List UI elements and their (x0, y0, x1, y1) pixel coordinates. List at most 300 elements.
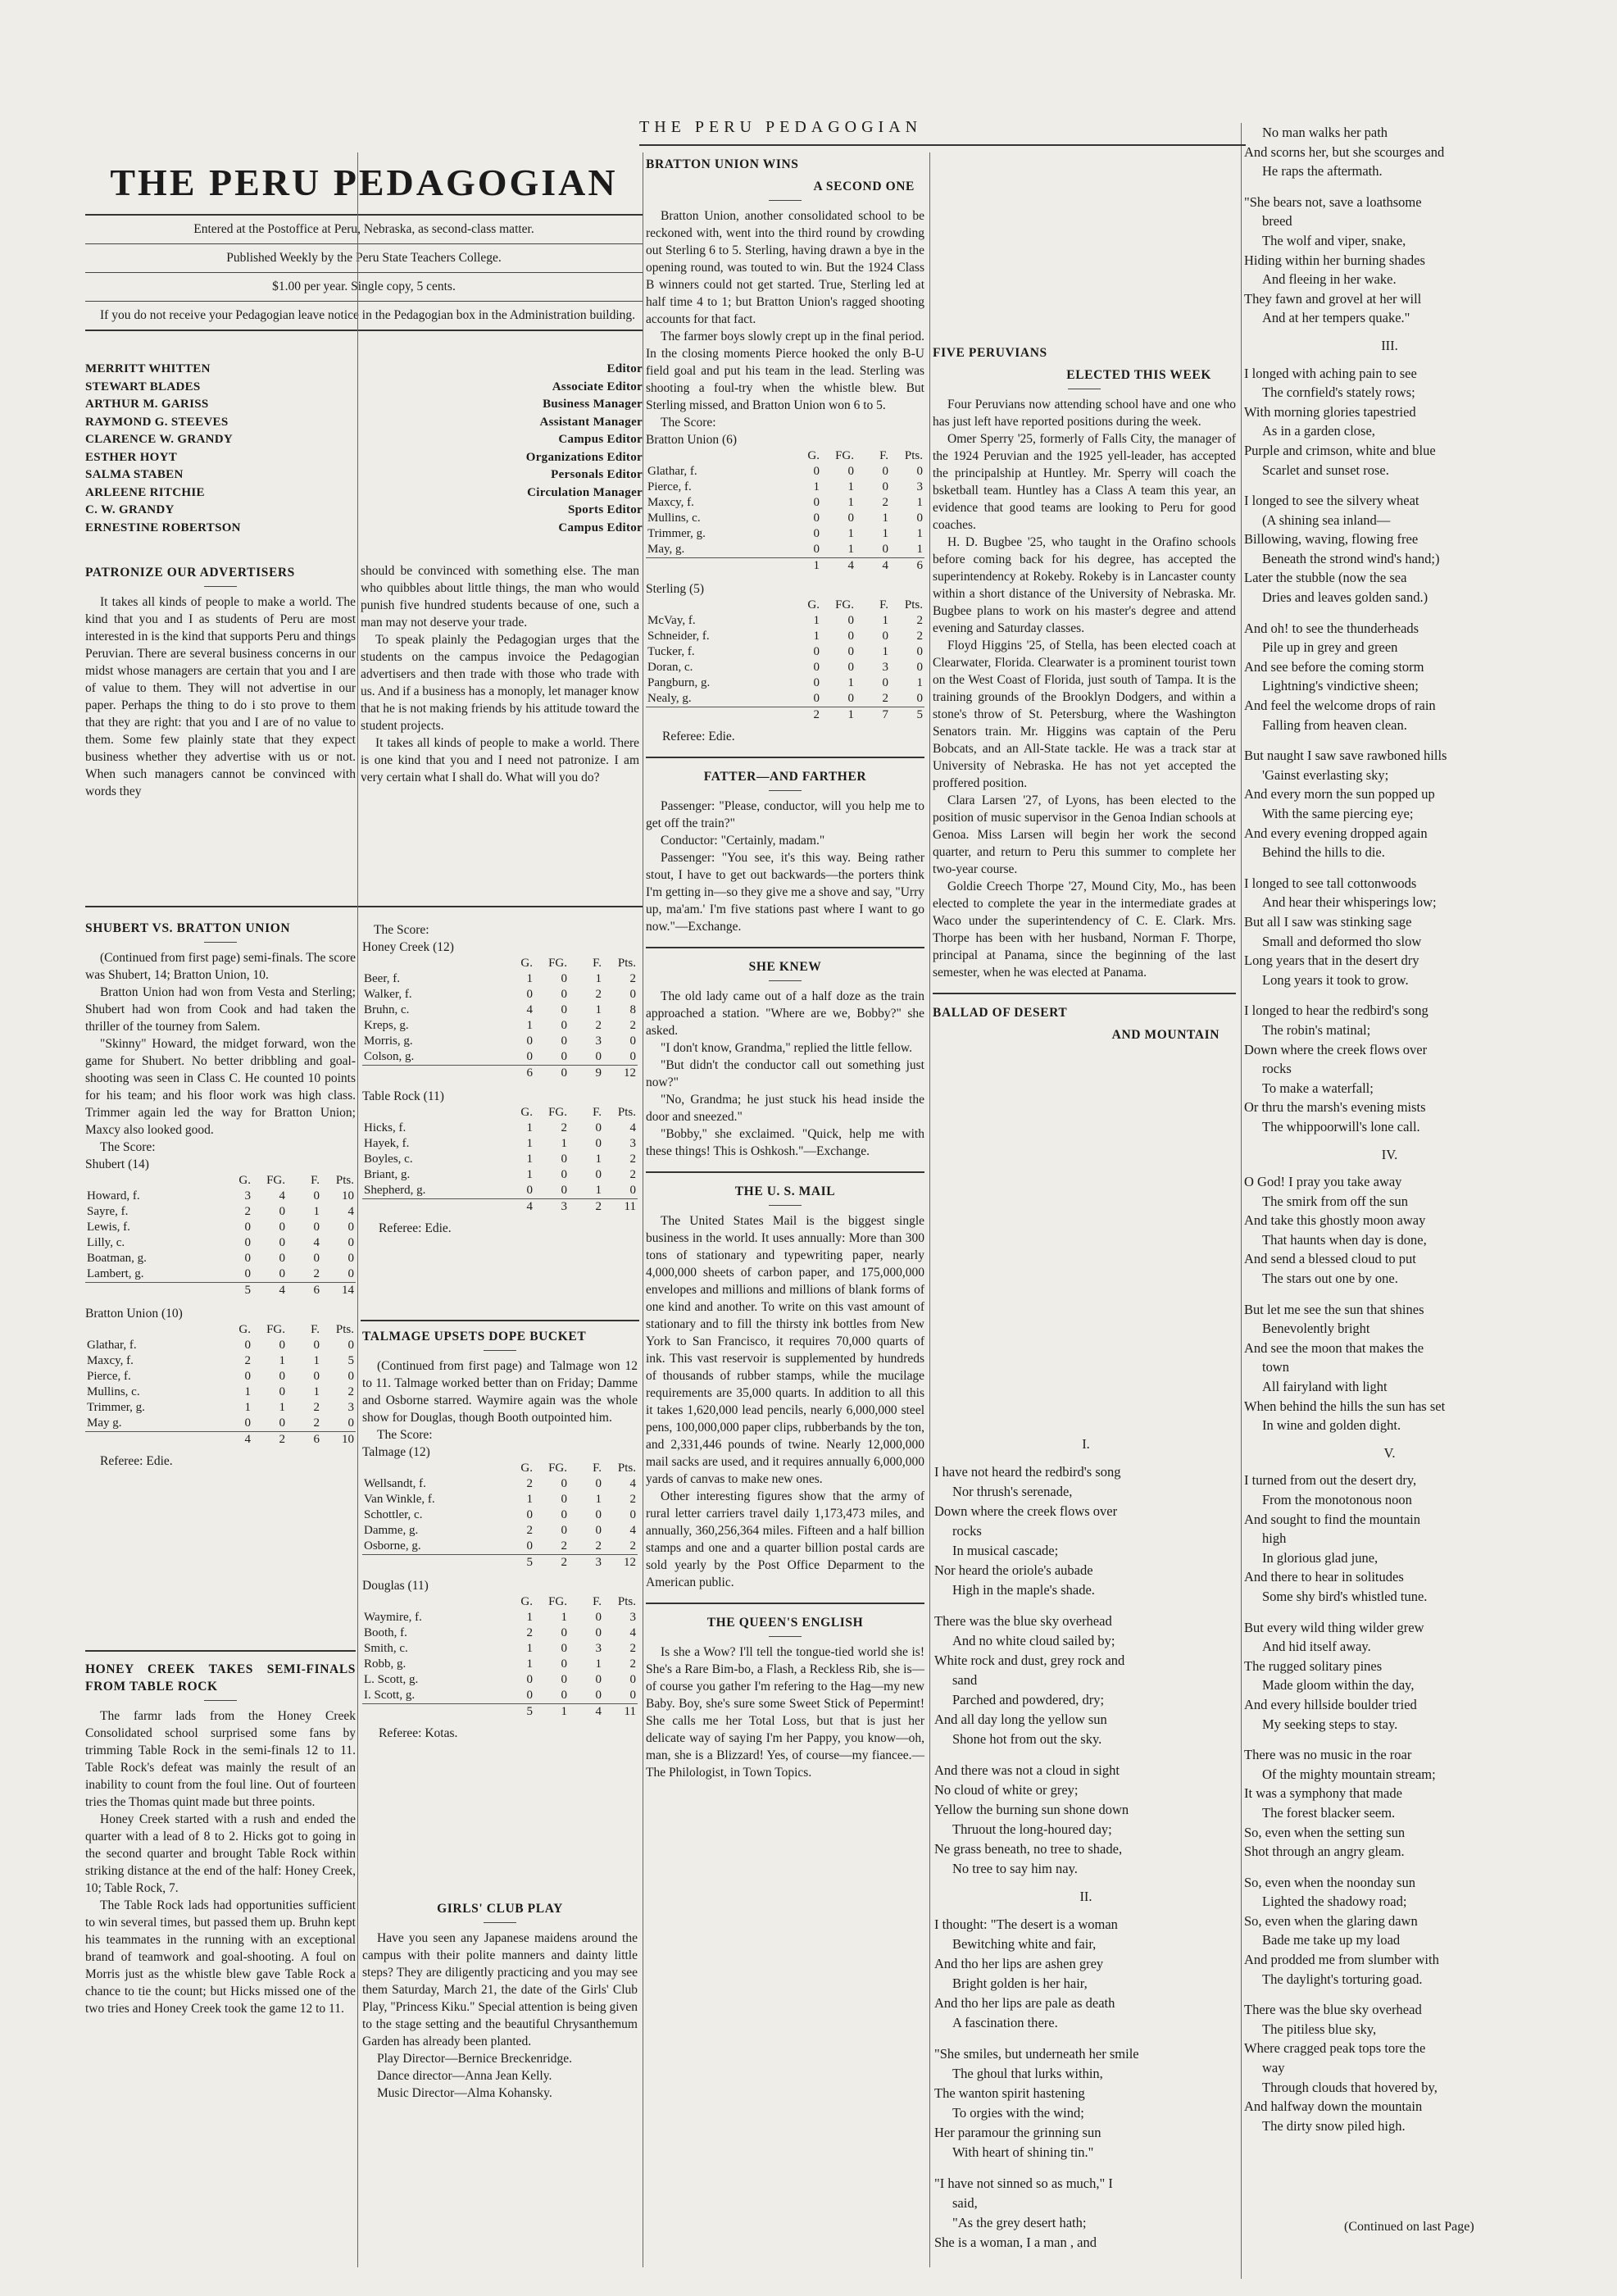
table-cell: Mullins, c. (87, 1385, 140, 1398)
table-cell: 0 (561, 1153, 567, 1166)
shubert-table-2 (85, 1322, 356, 1448)
poem-line: So, even when the noonday sun (1244, 1874, 1415, 1890)
column-header: G. (520, 1595, 533, 1608)
poem-line: And halfway down the mountain (1244, 2098, 1423, 2115)
table-cell: 0 (279, 1252, 285, 1265)
column-header: FG. (548, 1595, 567, 1608)
poem-line: Benevolently bright (1262, 1321, 1370, 1337)
honey-title: HONEY CREEK TAKES SEMI-FINALS FROM TABLE ROCK (85, 1662, 356, 1694)
poem-line: From the monotonous noon (1262, 1492, 1412, 1507)
table-cell: Beer, f. (364, 972, 400, 985)
table-cell: 0 (882, 630, 888, 643)
she-knew-p5: "Bobby," she exclaimed. "Quick, help me with these things! This is Oshkosh."—Exchange. (646, 1127, 924, 1158)
table-cell: 1 (526, 1168, 533, 1181)
poem-line: Thruout the long-houred day; (952, 1821, 1112, 1837)
staff-row (85, 502, 643, 520)
table-cell: 2 (534, 1555, 569, 1571)
table-cell: 0 (347, 1267, 354, 1280)
staff-role: Assistant Manager (539, 415, 643, 429)
poem-line: So, even when the setting sun (1244, 1824, 1406, 1840)
poem-line: Or thru the marsh's evening mists (1244, 1099, 1426, 1116)
poem-line: Lightning's vindictive sheen; (1262, 678, 1419, 694)
table-cell: 6 (500, 1066, 534, 1082)
ballad-title-1: BALLAD OF DESERT (933, 1006, 1068, 1020)
table-cell: 1 (882, 645, 888, 658)
table-cell: 1 (595, 1493, 602, 1506)
poem-line: And tho her lips are pale as death (934, 1995, 1115, 2011)
column-header: Pts. (617, 1106, 636, 1119)
poem-line: They fawn and grovel at her will (1244, 290, 1422, 307)
poem-line: sand (952, 1672, 978, 1688)
poem-line: O God! I pray you take away (1244, 1174, 1402, 1190)
table-cell: 9 (569, 1066, 603, 1082)
table-cell: 2 (569, 1199, 603, 1216)
staff-name: RAYMOND G. STEEVES (85, 415, 229, 429)
poem-line: There was the blue sky overhead (934, 1613, 1112, 1629)
table-cell: 6 (287, 1432, 321, 1448)
poem-line: But naught I saw save rawboned hills (1244, 748, 1447, 764)
table-row (85, 1266, 356, 1283)
table-total-row (362, 1199, 638, 1216)
table-cell: Boatman, g. (87, 1252, 147, 1265)
poem-line: high (1262, 1530, 1287, 1547)
table-cell: 1 (847, 480, 854, 493)
table-row (362, 1136, 638, 1152)
poem-line: My seeking steps to stay. (1262, 1716, 1398, 1732)
poem-line: And feel the welcome drops of rain (1244, 698, 1436, 714)
bratton-p1: Bratton Union, another consolidated school to be reckoned with, went into the third round by crowding out Sterling 6 to 5. Sterling, having drawn a bye in the opening round, was touted to win. But the 1924 Class B winners could not get started. True, Sterling led at half time 4 to 1; but Bratton Union's ragged shooting accounts for that fact. (646, 209, 924, 326)
table-cell: 1 (847, 496, 854, 509)
mail-p2: Other interesting figures show that the army of rural letter carriers travel daily 1,173,473 miles, and annually, 360,256,364 miles. Fifteen and a half billion stamps and one and a quarter billion postal cards are sold yearly by the Post Office Deparment to the American public. (646, 1489, 924, 1589)
table-cell: 1 (526, 1019, 533, 1032)
column-header: G. (238, 1174, 251, 1187)
poem-line: Lighted the shadowy road; (1262, 1894, 1407, 1910)
table-cell: Doran, c. (647, 661, 693, 674)
table-cell: 0 (561, 1493, 567, 1506)
table-cell: 4 (821, 558, 856, 575)
section-number: V. (1383, 1444, 1396, 1461)
poem-line: Parched and powdered, dry; (952, 1692, 1105, 1707)
poem-line: As in a garden close, (1262, 423, 1375, 439)
poem-line: Long years it took to grow. (1262, 971, 1409, 988)
table-cell: 10 (342, 1189, 354, 1203)
table-row (362, 1625, 638, 1641)
table-cell: 7 (856, 707, 890, 724)
ballad-col4 (934, 1426, 1238, 2253)
poem-line: I longed to see tall cottonwoods (1244, 875, 1417, 891)
table-cell: Walker, f. (364, 988, 412, 1001)
table-cell: 1 (813, 630, 820, 643)
poem-line: And sought to find the mountain (1244, 1511, 1420, 1527)
table-cell: Briant, g. (364, 1168, 411, 1181)
table-cell: 1 (526, 1121, 533, 1134)
poem-line: The wolf and viper, snake, (1262, 232, 1406, 248)
poem-line: And hid itself away. (1262, 1639, 1371, 1655)
table-cell: 1 (813, 480, 820, 493)
staff-role: Business Manager (543, 398, 643, 411)
table-cell: 0 (847, 661, 854, 674)
poem-line: Where cragged peak tops tore the (1244, 2040, 1426, 2057)
table-cell: Osborne, g. (364, 1539, 421, 1553)
table-header (646, 598, 924, 613)
table-cell: 0 (595, 1168, 602, 1181)
staff-name: ERNESTINE ROBERTSON (85, 521, 241, 534)
table-cell: 4 (569, 1704, 603, 1721)
shubert-table-1 (85, 1173, 356, 1298)
table-cell: Boyles, c. (364, 1153, 413, 1166)
poem-line: Later the stubble (now the sea (1244, 570, 1407, 586)
five-title-1: FIVE PERUVIANS (933, 346, 1047, 360)
poem-line: Yellow the burning sun shone down (934, 1802, 1129, 1817)
shubert-title: SHUBERT VS. BRATTON UNION (85, 921, 291, 935)
poem-line: Hiding within her burning shades (1244, 252, 1425, 268)
table-row (362, 1121, 638, 1136)
table-cell: 1 (526, 1153, 533, 1166)
stanza-gap (1244, 1734, 1535, 1745)
table-cell: 0 (882, 543, 888, 556)
table-cell: 0 (279, 1385, 285, 1398)
table-cell: 4 (526, 1003, 533, 1016)
table-cell: 0 (916, 692, 923, 705)
table-cell: 0 (561, 972, 567, 985)
table-cell: 1 (279, 1354, 285, 1367)
fatter-p2: Conductor: "Certainly, madam." (661, 834, 825, 848)
table-cell: 0 (313, 1189, 320, 1203)
table-cell: 0 (561, 1673, 567, 1686)
honey-score (362, 921, 638, 1237)
column-header: Pts. (617, 1462, 636, 1475)
column-header: G. (520, 957, 533, 970)
five-p1: Four Peruvians now attending school have and one who has just left have reported positions during the week. (933, 398, 1236, 429)
poem-line: But all I saw was stinking sage (1244, 913, 1412, 930)
poem-line: When behind the hills the sun has set (1244, 1398, 1446, 1414)
poem-line: Of the mighty mountain stream; (1262, 1766, 1436, 1782)
table-cell: 0 (347, 1339, 354, 1352)
poem-line: breed (1262, 213, 1292, 230)
table-row (646, 495, 924, 511)
table-total-row (646, 558, 924, 575)
staff-row (85, 449, 643, 467)
table-cell: 1 (847, 543, 854, 556)
mail-title: THE U. S. MAIL (734, 1184, 836, 1198)
table-row (646, 526, 924, 542)
table-cell: 1 (313, 1385, 320, 1398)
table-cell: 1 (595, 1003, 602, 1016)
stanza-gap (1244, 1607, 1535, 1618)
honey-team2: Table Rock (11) (362, 1089, 444, 1103)
table-cell: 1 (595, 1153, 602, 1166)
table-cell: 0 (347, 1236, 354, 1249)
table-cell: 0 (534, 1066, 569, 1082)
table-cell: 0 (561, 1050, 567, 1063)
she-knew-p2: "I don't know, Grandma," replied the little fellow. (661, 1041, 912, 1055)
table-cell: 10 (321, 1432, 356, 1448)
table-cell: 4 (856, 558, 890, 575)
poem-line: To orgies with the wind; (952, 2105, 1084, 2121)
table-cell: 1 (561, 1611, 567, 1624)
table-cell: 2 (313, 1401, 320, 1414)
column-header: G. (807, 598, 820, 612)
table-cell: 2 (347, 1385, 354, 1398)
honey-table-2 (362, 1105, 638, 1215)
table-cell: 0 (813, 645, 820, 658)
poem-line: I thought: "The desert is a woman (934, 1916, 1118, 1932)
poem-line: And see before the coming storm (1244, 658, 1424, 675)
table-row (646, 644, 924, 660)
table-cell: 3 (595, 1034, 602, 1048)
table-cell: 6 (287, 1283, 321, 1299)
table-cell: 0 (561, 1168, 567, 1181)
table-row (646, 464, 924, 480)
table-cell: 1 (595, 972, 602, 985)
poem-line: White rock and dust, grey rock and (934, 1653, 1125, 1668)
table-total-row (362, 1555, 638, 1571)
poem-line: A fascination there. (952, 2015, 1058, 2030)
staff-role: Associate Editor (552, 380, 643, 393)
price-line: $1.00 per year. Single copy, 5 cents. (272, 280, 456, 293)
masthead (85, 161, 643, 336)
five-p4: Floyd Higgins '25, of Stella, has been elected coach at Clearwater, Florida. Clearwater is a prominent tourist town on the West Coast of Florida, just south of Tampa. It is the training grounds of the Brooklyn Dodgers, and within a stone's throw of St. Petersburg, where the Washington Senators train. Mr. Higgins was captain of the Peru Bobcats, and an All-State tackle. He was a track star at University of Nebraska. He has not yet accepted the proffered position. (933, 639, 1236, 790)
table-cell: 3 (882, 661, 888, 674)
staff-name: SALMA STABEN (85, 468, 184, 481)
poem-line: And fleeing in her wake. (1262, 271, 1397, 288)
talmage-p1: (Continued from first page) and Talmage won 12 to 11. Talmage worked better than on Friday; Damme and Osborne starred. Waymire again was the whole show for Douglas, though Booth outpointed him. (362, 1359, 638, 1425)
table-cell: 0 (313, 1221, 320, 1234)
table-cell: Lilly, c. (87, 1236, 125, 1249)
staff-name: CLARENCE W. GRANDY (85, 433, 234, 446)
mail-p1: The United States Mail is the biggest single business in the world. It uses annually: More than 300 tons of stationary and typewriting paper, nearly 4,000,000 sheets of carbon paper, and 175,000,000 envelopes and millions and millions of blank forms of one kind and another. To write on this vast amount of stationary and to fill the thirsty ink bottles from New York to San Francisco, it requires 70,000 quarts of ink. This vast reservoir is supplemented by hundreds of thousands of rubber stamps, while the mucilage requirements are 35,000 quarts. In addition to all this it takes 1,620,000 lead pencils, nearly 6,000,000 steel pens, 100,000,000 paper clips, rubberbands by the ton, and 2,331,446 pounds of twine. Nearly 12,000,000 mail sacks are used, and it requires annually 6,000,000 yards of canvas to make new ones. (646, 1214, 924, 1486)
patronize-text-3: To speak plainly the Pedagogian urges that the students on the campus invoice the Pedagogian advertisers and then trade with those who trade with us. And if a business has a monoply, let manager know that he is not making friends by his attitude toward the student projects. (361, 633, 639, 733)
poem-line: He raps the aftermath. (1262, 163, 1383, 180)
patronize-text-4: It takes all kinds of people to make a world. There is one kind that you and I need not patronize. I am very certain what I shall do. What will you do? (361, 736, 639, 784)
table-row (362, 987, 638, 1003)
five-p3: H. D. Bugbee '25, who taught in the Orafino schools before coming back for his degree, has accepted the superintendency at Rokeby. Rokeby is in Lancaster county within a short distance of the University of Nebraska. Mr. Bugbee plans to work on his master's degree and attend evening and Saturday classes. (933, 535, 1236, 635)
poem-line: And tho her lips are ashen grey (934, 1956, 1104, 1971)
table-row (362, 1523, 638, 1539)
table-cell: 0 (279, 1370, 285, 1383)
column-header: Pts. (904, 449, 923, 462)
table-cell: 0 (561, 1689, 567, 1702)
table-row (362, 1507, 638, 1523)
table-cell: May, g. (647, 543, 685, 556)
table-cell: 3 (916, 480, 923, 493)
table-row (85, 1189, 356, 1204)
poem-line: The wanton spirit hastening (934, 2085, 1085, 2101)
table-row (362, 1688, 638, 1704)
poem-line: The cornfield's stately rows; (1262, 384, 1415, 401)
table-cell: 0 (847, 465, 854, 478)
column-header: G. (520, 1106, 533, 1119)
poem-line: The forest blacker seem. (1262, 1804, 1396, 1821)
table-cell: 2 (882, 692, 888, 705)
poem-line: There was no music in the roar (1244, 1747, 1412, 1763)
table-cell: 2 (629, 972, 636, 985)
staff-list (85, 361, 643, 537)
table-cell: 0 (629, 1184, 636, 1197)
table-row (362, 1034, 638, 1049)
bratton-title-2: A SECOND ONE (813, 180, 915, 193)
table-cell: 0 (916, 661, 923, 674)
poem-line: With morning glories tapestried (1244, 403, 1416, 420)
table-cell: 1 (526, 1137, 533, 1150)
talmage-table-1 (362, 1461, 638, 1571)
table-row (646, 511, 924, 526)
column-header: Pts. (335, 1323, 354, 1336)
table-cell: 6 (890, 558, 924, 575)
talmage-article (362, 1328, 638, 1742)
table-cell: 0 (595, 1673, 602, 1686)
bratton-table-1 (646, 448, 924, 574)
fatter-p1: Passenger: "Please, conductor, will you help me to get off the train?" (646, 799, 924, 830)
table-cell: Pangburn, g. (647, 676, 711, 689)
table-cell: Howard, f. (87, 1189, 140, 1203)
girls-club-title: GIRLS' CLUB PLAY (437, 1902, 563, 1916)
shubert-referee: Referee: Edie. (100, 1454, 173, 1468)
she-knew-p1: The old lady came out of a half doze as the train approached a station. "Where are we, Bobby?" she asked. (646, 989, 924, 1038)
table-cell: Trimmer, g. (647, 527, 706, 540)
table-cell: 0 (526, 1673, 533, 1686)
table-cell: 0 (629, 1034, 636, 1048)
table-cell: 0 (561, 1034, 567, 1048)
poem-line: Bright golden is her hair, (952, 1975, 1088, 1991)
table-cell: 0 (561, 1657, 567, 1671)
table-cell: 1 (279, 1401, 285, 1414)
table-cell: 0 (595, 1137, 602, 1150)
table-cell: 3 (595, 1642, 602, 1655)
ballad-title-2: AND MOUNTAIN (1111, 1028, 1220, 1042)
shubert-article (85, 920, 356, 1470)
table-row (646, 691, 924, 707)
talmage-table-2 (362, 1594, 638, 1720)
table-cell: 0 (629, 1050, 636, 1063)
table-cell: 4 (500, 1199, 534, 1216)
five-article (933, 344, 1236, 1048)
honey-p3: The Table Rock lads had opportunities sufficient to win several times, but passed them up. Bruhn kept his teammates in the running with an exceptional brand of teamwork and goal-shooting. A foul on Morris just as the whistle blew gave Table Rock a chance to tie the count; but Hicks missed one of the two tries and Honey Creek took the game 12 to 11. (85, 1898, 356, 2016)
shubert-p3: "Skinny" Howard, the midget forward, won the game for Shubert. No better dribbling and goal-shooting was seen in Class C. He counted 10 points for his team; and his floor work was high class. Trimmer again led the way for Bratton Union; Maxcy also looked good. (85, 1037, 356, 1137)
stanza-gap (1244, 1862, 1535, 1873)
table-cell: 0 (561, 1019, 567, 1032)
table-cell: 2 (313, 1267, 320, 1280)
honey-p1: The farmr lads from the Honey Creek Consolidated school surprised some fans by trimming Table Rock in the semi-finals 12 to 11. Table Rock's defeat was mainly the result of an inability to count from the foul line. Out of fourteen tries the Thomas quint made but three points. (85, 1709, 356, 1809)
stanza-gap (1244, 181, 1535, 193)
table-cell: Lewis, f. (87, 1221, 130, 1234)
poem-line: High in the maple's shade. (952, 1582, 1095, 1598)
table-cell: 1 (595, 1657, 602, 1671)
poem-line: Bewitching white and fair, (952, 1936, 1097, 1952)
table-cell: 0 (813, 676, 820, 689)
staff-name: ARTHUR M. GARISS (85, 398, 209, 411)
poem-line: Made gloom within the day, (1262, 1677, 1415, 1694)
poem-line: And prodded me from slumber with (1244, 1952, 1439, 1968)
column-header: F. (593, 1462, 602, 1475)
table-cell: 2 (787, 707, 821, 724)
table-cell: 5 (890, 707, 924, 724)
table-cell: 0 (244, 1221, 251, 1234)
table-cell: 0 (244, 1252, 251, 1265)
table-cell: 4 (629, 1626, 636, 1639)
column-header: F. (311, 1174, 320, 1187)
poem-line: Her paramour the grinning sun (934, 2125, 1101, 2140)
table-total-row (85, 1432, 356, 1448)
table-cell: 2 (526, 1524, 533, 1537)
staff-row (85, 414, 643, 432)
table-cell: 0 (561, 1508, 567, 1521)
bratton-score-label: The Score: (661, 416, 716, 430)
table-cell: 1 (916, 543, 923, 556)
table-cell: 1 (847, 527, 854, 540)
poem-line: The pitiless blue sky, (1262, 2021, 1377, 2037)
table-row (362, 1476, 638, 1492)
table-cell: 4 (218, 1432, 252, 1448)
poem-line: In musical cascade; (952, 1543, 1059, 1558)
table-cell: 4 (629, 1121, 636, 1134)
table-cell: 2 (595, 1539, 602, 1553)
poem-line: And no white cloud sailed by; (952, 1633, 1115, 1648)
table-cell: 0 (595, 1477, 602, 1490)
table-cell: 0 (244, 1267, 251, 1280)
poem-line: Beneath the strond wind's hand;) (1262, 550, 1440, 566)
table-cell: 2 (629, 1539, 636, 1553)
poem-line: No cloud of white or grey; (934, 1782, 1079, 1798)
staff-role: Organizations Editor (525, 450, 643, 464)
table-cell: 0 (847, 630, 854, 643)
table-cell: 0 (347, 1416, 354, 1430)
poem-line: No man walks her path (1262, 125, 1388, 140)
table-row (362, 1018, 638, 1034)
staff-role: Campus Editor (558, 521, 643, 534)
column-header: G. (238, 1323, 251, 1336)
table-cell: Waymire, f. (364, 1611, 422, 1624)
honey-referee: Referee: Edie. (379, 1221, 452, 1235)
poem-line: "As the grey desert hath; (952, 2215, 1087, 2230)
table-cell: 0 (279, 1221, 285, 1234)
poem-line: But every wild thing wilder grew (1244, 1619, 1424, 1635)
table-cell: 0 (561, 1642, 567, 1655)
table-row (646, 480, 924, 495)
queens-p1: Is she a Wow? I'll tell the tongue-tied world she is! She's a Rare Bim-bo, a Flash, a Reckless Rib, she is—of course you gather I'm refering to the Hag—my new Baby. Boy, she's sure some Sweet Stick of Pepermint! She calls me her Total Loss, but that is just her delicate way of saying I'm her Pappy, you know—oh, man, she is a Blizzard! Yes, of course—my fiancee.—The Philologist, in Town Topics. (646, 1645, 924, 1780)
table-cell: 0 (629, 988, 636, 1001)
staff-role: Editor (606, 362, 643, 375)
table-cell: 0 (813, 692, 820, 705)
table-total-row (85, 1283, 356, 1299)
table-cell: 2 (629, 1657, 636, 1671)
table-cell: 0 (882, 465, 888, 478)
stanza-gap (1244, 862, 1535, 874)
table-cell: 0 (595, 1611, 602, 1624)
table-cell: 1 (813, 614, 820, 627)
poem-line: In glorious glad june, (1262, 1549, 1379, 1566)
entered-line: Entered at the Postoffice at Peru, Nebraska, as second-class matter. (193, 222, 534, 236)
poem-line: In wine and golden dight. (1262, 1417, 1401, 1434)
table-cell: 11 (603, 1199, 638, 1216)
column-header: Pts. (335, 1174, 354, 1187)
table-cell: 1 (916, 496, 923, 509)
poem-line: So, even when the glaring dawn (1244, 1912, 1418, 1929)
table-cell: 0 (347, 1221, 354, 1234)
bratton-p2: The farmer boys slowly crept up in the final period. In the closing moments Pierce hooked the only B-U field goal and put his team in the lead. Sterling was shooting a foul-try when the whistle blew. But Sterling missed, and Bratton Union won 6 to 5. (646, 330, 924, 412)
table-cell: 0 (847, 692, 854, 705)
table-total-row (362, 1704, 638, 1721)
table-cell: 0 (882, 480, 888, 493)
poem-line: (A shining sea inland— (1262, 511, 1391, 528)
column-header: FG. (548, 957, 567, 970)
five-p2: Omer Sperry '25, formerly of Falls City, the manager of the 1924 Peruvian and the 1925 yell-leader, has accepted the principalship at Huntley. Mr. Sperry will coach the bsketball team. Huntley has a Class A team this year, an evidence that good teams are looking to Peru for good coaches. (933, 432, 1236, 532)
poem-line: With heart of shining tin." (952, 2144, 1094, 2160)
honey-article (85, 1661, 356, 2017)
table-cell: 1 (534, 1704, 569, 1721)
staff-row (85, 520, 643, 538)
poem-line: "She bears not, save a loathsome (1244, 193, 1422, 210)
